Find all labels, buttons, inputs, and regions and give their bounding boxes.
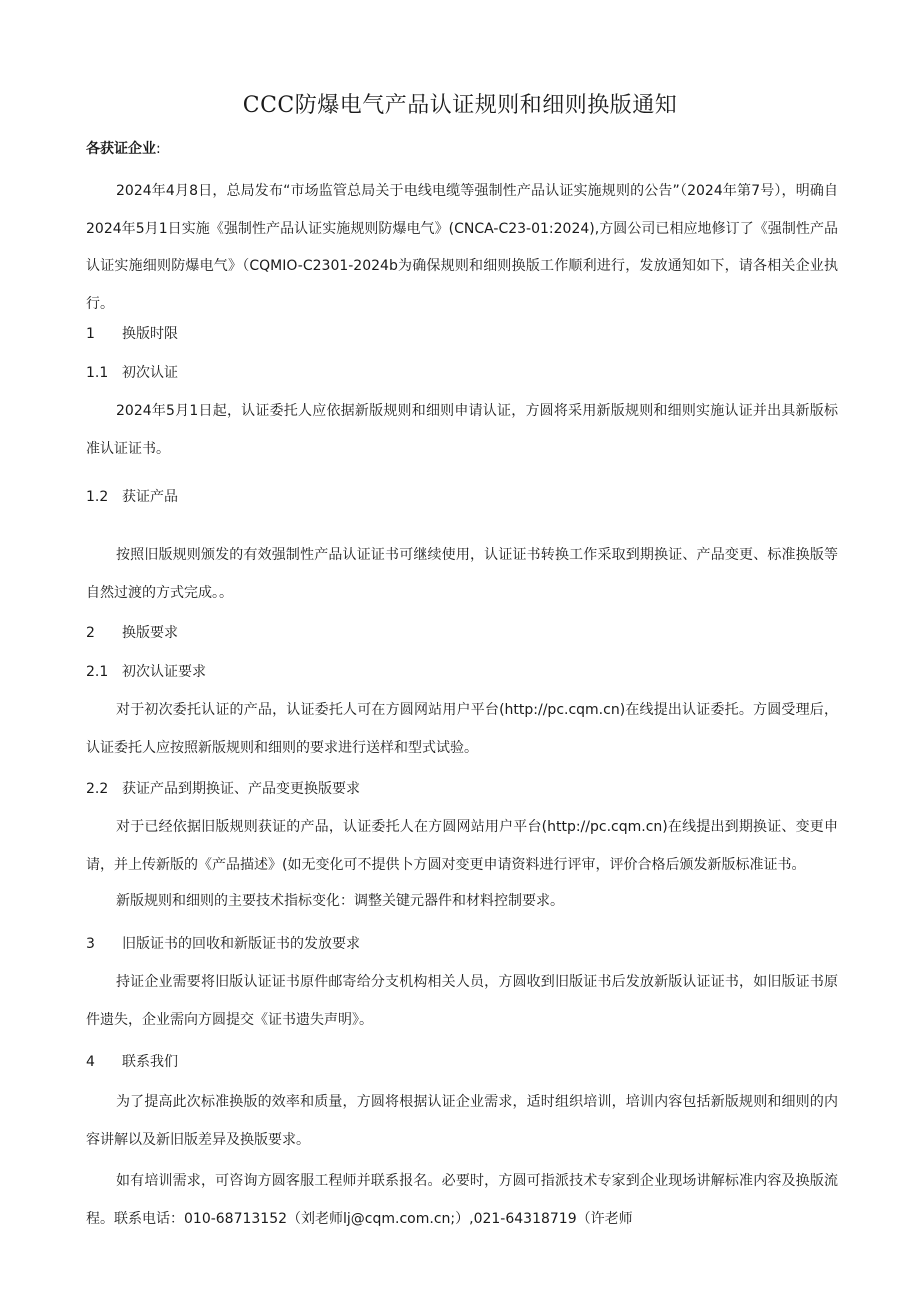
section-4-heading bbox=[86, 1052, 178, 1072]
section-2-1-heading bbox=[86, 662, 206, 682]
section-title: 初次认证 bbox=[122, 365, 178, 381]
section-2-2-body: 对于已经依据旧版规则获证的产品，认证委托人在方圆网站用户平台(http://pc.cqm.cn)在线提出到期换证、变更申请，并上传新版的《产品描述》(如无变化可不提供卜方圆对变更申请资料进行评审，评价合格后颁发新版标准证书。 bbox=[86, 819, 838, 873]
section-title: 旧版证书的回收和新版证书的发放要求 bbox=[122, 936, 360, 952]
section-1-1-heading bbox=[86, 363, 178, 383]
section-3-body: 持证企业需要将旧版认证证书原件邮寄给分支机构相关人员，方圆收到旧版证书后发放新版认证证书，如旧版证书原件遗失，企业需向方圆提交《证书遗失声明》。 bbox=[86, 974, 838, 1028]
section-title: 初次认证要求 bbox=[122, 664, 206, 680]
section-1-2-body: 按照旧版规则颁发的有效强制性产品认证证书可继续使用，认证证书转换工作采取到期换证、产品变更、标准换版等自然过渡的方式完成。。 bbox=[86, 547, 838, 601]
section-title: 换版要求 bbox=[122, 625, 178, 641]
section-title: 获证产品到期换证、产品变更换版要求 bbox=[122, 781, 360, 797]
section-title: 换版时限 bbox=[122, 326, 178, 342]
section-number: 1.2 bbox=[86, 489, 109, 505]
section-4-body-2: 如有培训需求，可咨询方圆客服工程师并联系报名。必要时，方圆可指派技术专家到企业现场讲解标准内容及换版流程。联系电话：010-68713152（刘老师lj@cqm.com.cn;）,021-64318719（许老师 bbox=[86, 1173, 838, 1227]
section-4-body: 为了提高此次标准换版的效率和质量，方圆将根据认证企业需求，适时组织培训，培训内容包括新版规则和细则的内容讲解以及新旧版差异及换版要求。 bbox=[86, 1094, 838, 1148]
salutation-name: 各获证企业 bbox=[86, 141, 156, 157]
section-3-heading bbox=[86, 934, 360, 954]
section-1-heading bbox=[86, 324, 178, 344]
section-title: 获证产品 bbox=[122, 489, 178, 505]
section-number: 4 bbox=[86, 1054, 95, 1070]
section-number: 2.1 bbox=[86, 664, 109, 680]
section-number: 1 bbox=[86, 326, 95, 342]
section-number: 3 bbox=[86, 936, 95, 952]
section-number: 2 bbox=[86, 625, 95, 641]
salutation-punct: : bbox=[156, 141, 161, 157]
document-title: CCC防爆电气产品认证规则和细则换版通知 bbox=[242, 93, 678, 118]
section-2-2-body-2: 新版规则和细则的主要技术指标变化：调整关键元器件和材料控制要求。 bbox=[116, 893, 564, 909]
section-title: 联系我们 bbox=[122, 1054, 178, 1070]
section-number: 2.2 bbox=[86, 781, 109, 797]
section-2-2-heading bbox=[86, 779, 360, 799]
section-1-2-heading bbox=[86, 487, 178, 507]
intro-paragraph: 2024年4月8日，总局发布“市场监管总局关于电线电缆等强制性产品认证实施规则的公告”（2024年第7号），明确自2024年5月1日实施《强制性产品认证实施规则防爆电气》(CNCA-C23-01:2024),方圆公司已相应地修订了《强制性产品认证实施细则防爆电气》（CQMIO-C2301-2024b为确保规则和细则换版工作顺利进行，发放通知如下，请各相关企业执行。 bbox=[86, 183, 838, 312]
section-number: 1.1 bbox=[86, 365, 109, 381]
section-1-1-body: 2024年5月1日起，认证委托人应依据新版规则和细则申请认证，方圆将采用新版规则和细则实施认证并出具新版标准认证证书。 bbox=[86, 403, 838, 457]
section-2-1-body: 对于初次委托认证的产品，认证委托人可在方圆网站用户平台(http://pc.cqm.cn)在线提出认证委托。方圆受理后，认证委托人应按照新版规则和细则的要求进行送样和型式试验。 bbox=[86, 702, 838, 756]
section-2-heading bbox=[86, 623, 178, 643]
salutation bbox=[86, 138, 161, 158]
